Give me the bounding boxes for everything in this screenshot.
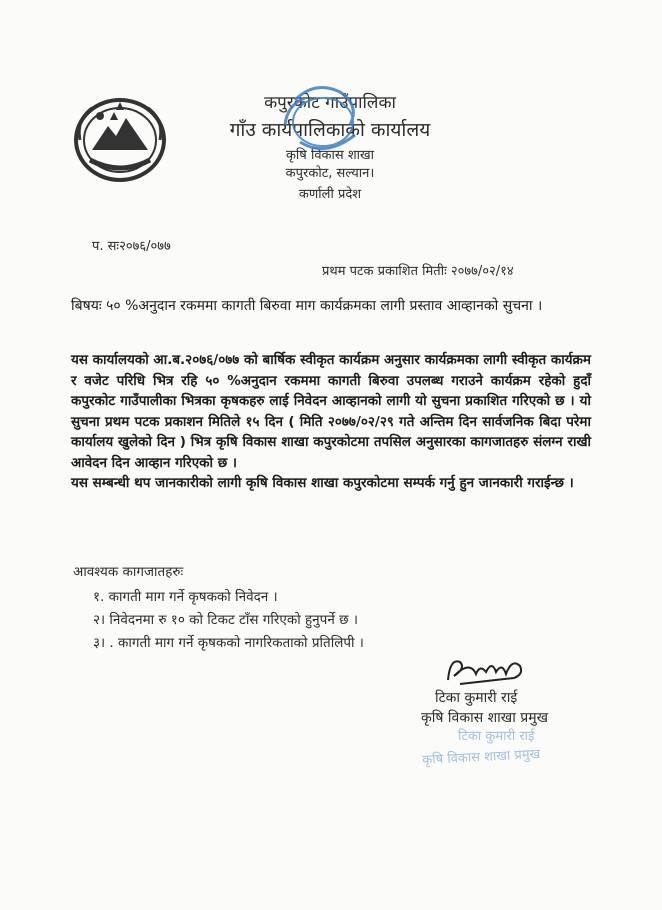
province-name: कर्णाली प्रदेश <box>298 187 362 202</box>
notice-subject: बिषयः ५० %अनुदान रकममा कागती बिरुवा माग कार्यक्रमका लागी प्रस्ताव आव्हानको सुचना । <box>71 298 543 314</box>
body-paragraph-main: यस कार्यालयको आ.ब.२०७६/०७७ को बार्षिक स्वीकृत कार्यक्रम अनुसार कार्यक्रमका लागी स्वीकृत कार्यक्रम र वजेट परिधि भित्र रहि ५० %अनुदान रकममा कागती बिरुवा उपलब्ध गराउने कार्यक्रम रहेको हुदाँ कपुरकोट गाउँपालीका भित्रका कृषकहरु लाई निवेदन आव्हानको लागी यो सुचना प्रकाशित गरिएको छ । यो सुचना प्रथम पटक प्रकाशन मितिले १५ दिन ( मिति २०७७/०२/२९ गते अन्तिम दिन सार्वजनिक बिदा परेमा कार्यालय खुलेको दिन ) भित्र कृषि विकास शाखा कपुरकोटमा तपसिल अनुसारका कागजातहरु संलग्न राखी आवेदन दिन आव्हान गरिएको छ । <box>71 352 591 471</box>
requirements-list <box>93 586 364 655</box>
svg-text:कृषि विकास शाखा प्रमुख: कृषि विकास शाखा प्रमुख <box>421 746 541 769</box>
list-item: ३। . कागती माग गर्ने कृषकको नागरिकताको प्रतिलिपी । <box>93 635 364 651</box>
branch-name: कृषि विकास शाखा <box>285 148 375 163</box>
svg-text:टिका कुमारी राई: टिका कुमारी राई <box>458 729 535 744</box>
signatory-stamp-icon <box>420 722 580 772</box>
notice-body <box>71 350 591 494</box>
signature-icon <box>440 650 530 692</box>
office-stamp-icon <box>265 80 385 170</box>
reference-number: प. सः२०७६/०७७ <box>92 239 171 254</box>
list-item: १. कागती माग गर्ने कृषकको निवेदन । <box>93 589 278 605</box>
government-emblem-icon <box>70 90 170 185</box>
signatory-title: कृषि विकास शाखा प्रमुख <box>421 710 549 726</box>
signatory-name: टिका कुमारी राई <box>435 690 518 706</box>
office-name: गाँउ कार्यपालिकाको कार्यालय <box>229 119 431 141</box>
list-item: २। निवेदनमा रु १० को टिकट टाँस गरिएको हुनुपर्ने छ । <box>93 612 359 628</box>
published-date: प्रथम पटक प्रकाशित मितीः २०७७/०२/१४ <box>322 264 514 279</box>
municipality-name: कपुरकोट गाउँपालिका <box>264 93 396 113</box>
office-address: कपुरकोट, सल्यान। <box>285 166 375 181</box>
requirements-heading: आवश्यक कागजातहरुः <box>73 564 184 580</box>
body-paragraph-contact: यस सम्बन्धी थप जानकारीको लागी कृषि विकास शाखा कपुरकोटमा सम्पर्क गर्नु हुन जानकारी गराईन्छ । <box>71 475 574 491</box>
